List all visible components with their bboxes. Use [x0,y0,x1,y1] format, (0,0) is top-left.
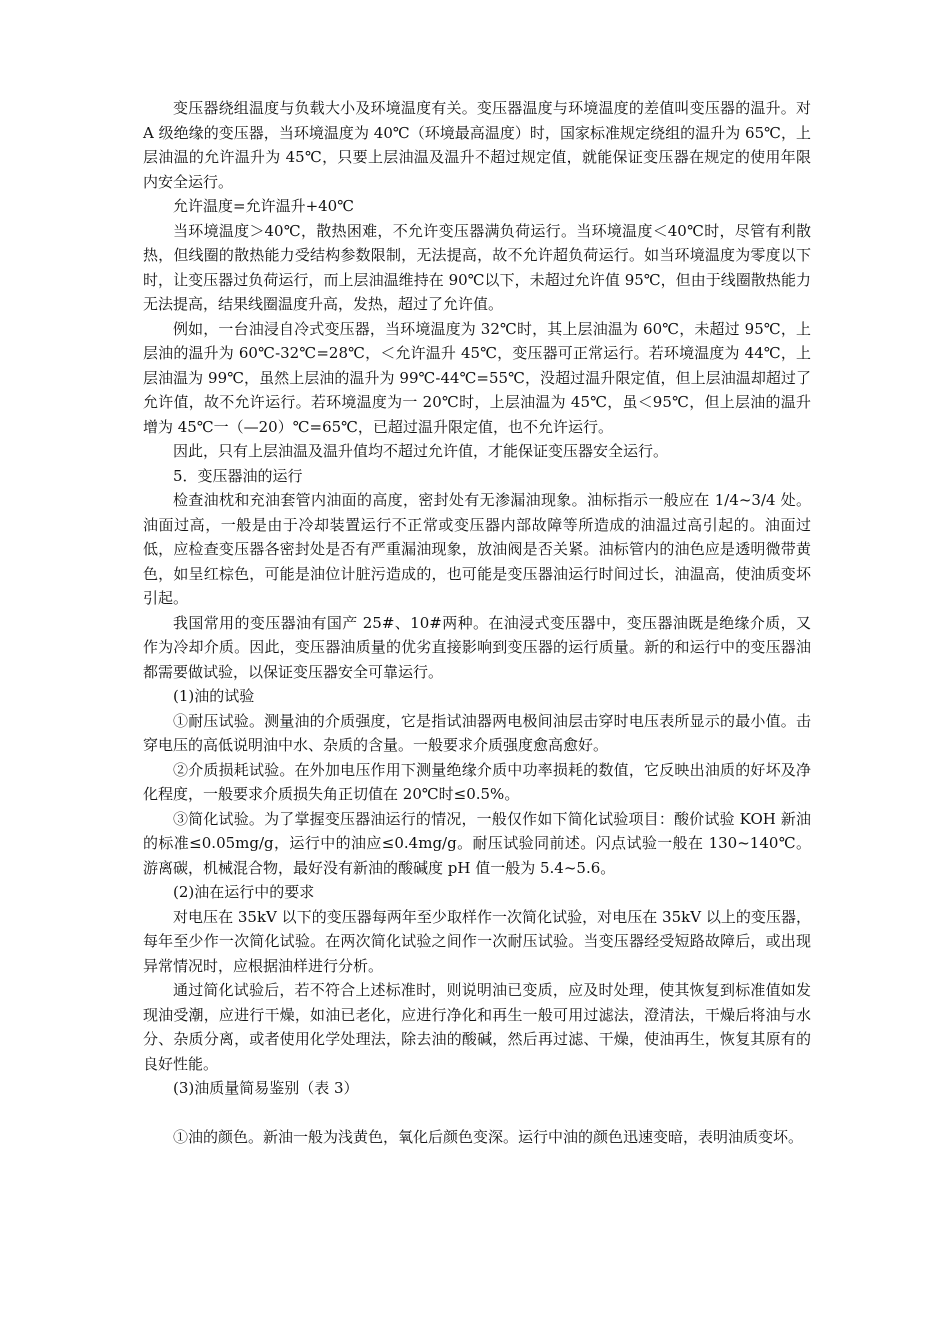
paragraph-withstand-test: ①耐压试验。测量油的介质强度，它是指试油器两电极间油层击穿时电压表所显示的最小值。击穿电压的高低说明油中水、杂质的含量。一般要求介质强度愈高愈好。 [143,711,811,754]
subheading-oil-quality-identification: (3)油质量简易鉴别（表 3） [173,1079,359,1097]
section-heading-oil-operation: 5．变压器油的运行 [173,466,303,485]
paragraph-sampling-schedule: 对电压在 35kV 以下的变压器每两年至少取样作一次简化试验，对电压在 35kV 以上的变压器，每年至少作一次简化试验。在两次简化试验之间作一次耐压试验。当变压器经受短路故障后，或出现异常情况时，应根据油样进行分析。 [143,907,811,975]
paragraph-dielectric-loss-test: ②介质损耗试验。在外加电压作用下测量绝缘介质中功率损耗的数值，它反映出油质的好坏及净化程度，一般要求介质损失角正切值在 20℃时≤0.5%。 [143,760,811,803]
paragraph-simplified-test: ③简化试验。为了掌握变压器油运行的情况，一般仅作如下简化试验项目：酸价试验 KOH 新油的标准≤0.05mg/g，运行中的油应≤0.4mg/g。耐压试验同前述。闪点试验一般在 130~140℃。游离碳，机械混合物，最好没有新油的酸碱度 pH 值一般为 5.4~5.6。 [143,809,811,877]
paragraph-example: 例如，一台油浸自冷式变压器，当环境温度为 32℃时，其上层油温为 60℃，未超过 95℃，上层油的温升为 60℃-32℃=28℃，＜允许温升 45℃，变压器可正常运行。若环境温度为 44℃，上层油温为 99℃，虽然上层油的温升为 99℃-44℃=55℃，没超过温升限定值，但上层油温却超过了允许值，故不允许运行。若环境温度为一 20℃时，上层油温为 45℃，虽＜95℃，但上层油的温升增为 45℃一（—20）℃=65℃，已超过温升限定值，也不允许运行。 [143,319,811,436]
subheading-oil-requirements: (2)油在运行中的要求 [173,883,315,901]
paragraph-oil-color: ①油的颜色。新油一般为浅黄色，氧化后颜色变深。运行中油的颜色迅速变暗，表明油质变坏。 [173,1128,804,1146]
paragraph-formula: 允许温度=允许温升+40℃ [173,197,355,215]
subheading-oil-test: (1)油的试验 [173,687,255,705]
paragraph-oil-treatment: 通过简化试验后，若不符合上述标准时，则说明油已变质，应及时处理，使其恢复到标准值如发现油受潮，应进行干燥，如油已老化，应进行净化和再生一般可用过滤法，澄清法，干燥后将油与水分、杂质分离，或者使用化学处理法，除去油的酸碱，然后再过滤、干燥，使油再生，恢复其原有的良好性能。 [143,981,811,1073]
paragraph-oil-level-check: 检查油枕和充油套管内油面的高度，密封处有无渗漏油现象。油标指示一般应在 1/4~3/4 处。油面过高，一般是由于冷却装置运行不正常或变压器内部故障等所造成的油温过高引起的。油面过低，应检查变压器各密封处是否有严重漏油现象，放油阀是否关紧。油标管内的油色应是透明微带黄色，如呈红棕色，可能是油位计脏污造成的，也可能是变压器油运行时间过长，油温高，使油质变坏引起。 [143,491,811,607]
paragraph-ambient-temperature: 当环境温度＞40℃，散热困难，不允许变压器满负荷运行。当环境温度＜40℃时，尽管有利散热，但线圈的散热能力受结构参数限制，无法提高，故不允许超负荷运行。如当环境温度为零度以下时，让变压器过负荷运行，而上层油温维持在 90℃以下，未超过允许值 95℃，但由于线圈散热能力无法提高，结果线圈温度升高，发热，超过了允许值。 [143,221,811,313]
paragraph-oil-types: 我国常用的变压器油有国产 25#、10#两种。在油浸式变压器中，变压器油既是绝缘介质，又作为冷却介质。因此，变压器油质量的优劣直接影响到变压器的运行质量。新的和运行中的变压器油都需要做试验，以保证变压器安全可靠运行。 [143,613,811,681]
paragraph-conclusion: 因此，只有上层油温及温升值均不超过允许值，才能保证变压器安全运行。 [173,442,669,460]
paragraph-temperature-rise: 变压器绕组温度与负载大小及环境温度有关。变压器温度与环境温度的差值叫变压器的温升。对 A 级绝缘的变压器，当环境温度为 40℃（环境最高温度）时，国家标准规定绕组的温升为 65℃，上层油温的允许温升为 45℃，只要上层油温及温升不超过规定值，就能保证变压器在规定的使用年限内安全运行。 [143,99,811,191]
document-body [143,96,811,1150]
